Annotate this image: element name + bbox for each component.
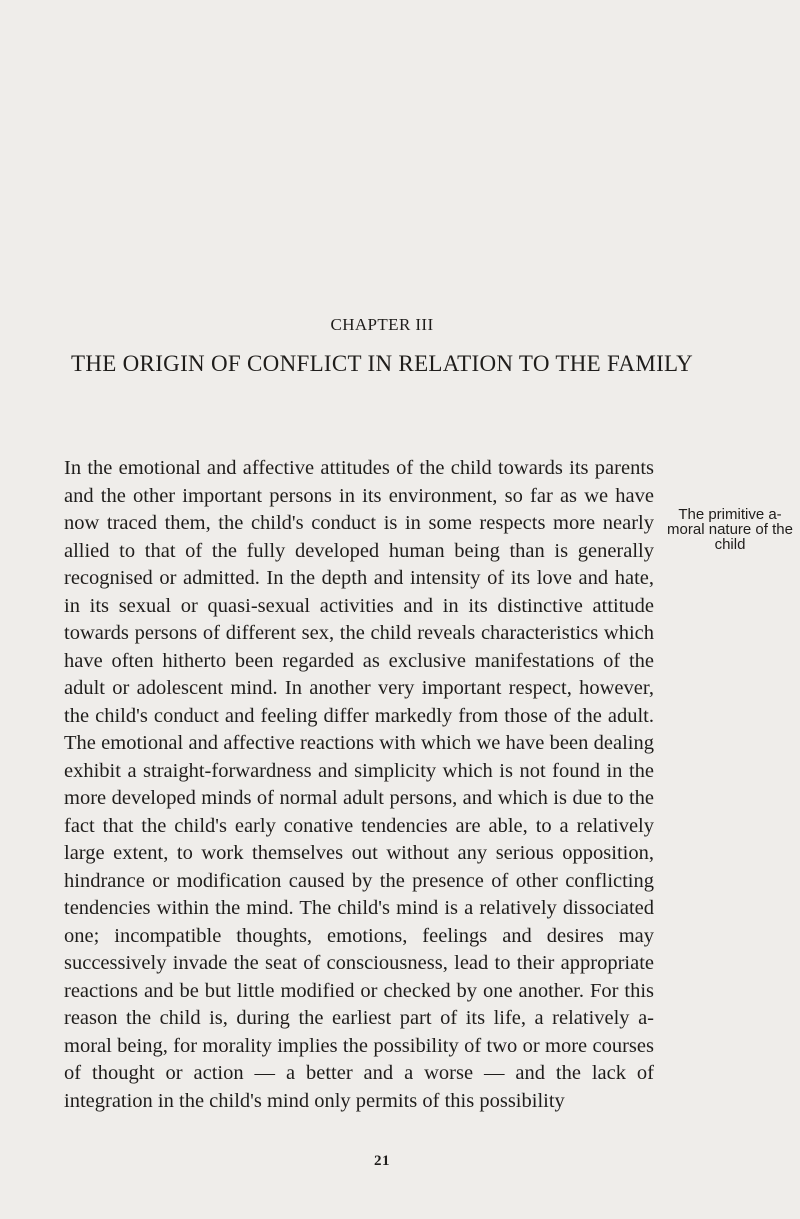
chapter-label: CHAPTER III: [330, 315, 434, 334]
page-number: 21: [374, 1153, 390, 1169]
chapter-title: THE ORIGIN OF CONFLICT IN RELATION TO THE FAMILY: [70, 351, 693, 376]
margin-note: The primitive a-moral nature of the child: [667, 506, 793, 553]
body-paragraph: In the emotional and affective attitudes of the child towards its parents and the other important persons in its environment, so far as we have now traced them, the child's conduct is in some respects more nearly allied to that of the fully developed human being than is generally recognised or admitted. In the depth and intensity of its love and hate, in its sexual or quasi-sexual activities and in its distinctive attitude towards persons of different sex, the child reveals characteristics which have often hitherto been regarded as exclusive manifestations of the adult or adolescent mind. In another very important respect, however, the child's conduct and feeling differ markedly from those of the adult. The emotional and affective reactions with which we have been dealing exhibit a straight-forwardness and simplicity which is not found in the more developed minds of normal adult persons, and which is due to the fact that the child's early conative tendencies are able, to a relatively large extent, to work themselves out without any serious opposition, hindrance or modification caused by the presence of other conflicting tendencies within the mind. The child's mind is a relatively dissociated one; incompatible thoughts, emotions, feelings and desires may successively invade the seat of consciousness, lead to their appropriate reactions and be but little modified or checked by one another. For this reason the child is, during the earliest part of its life, a relatively a-moral being, for morality implies the possibility of two or more courses of thought or action — a better and a worse — and the lack of integration in the child's mind only permits of this possibility: [64, 457, 654, 1112]
